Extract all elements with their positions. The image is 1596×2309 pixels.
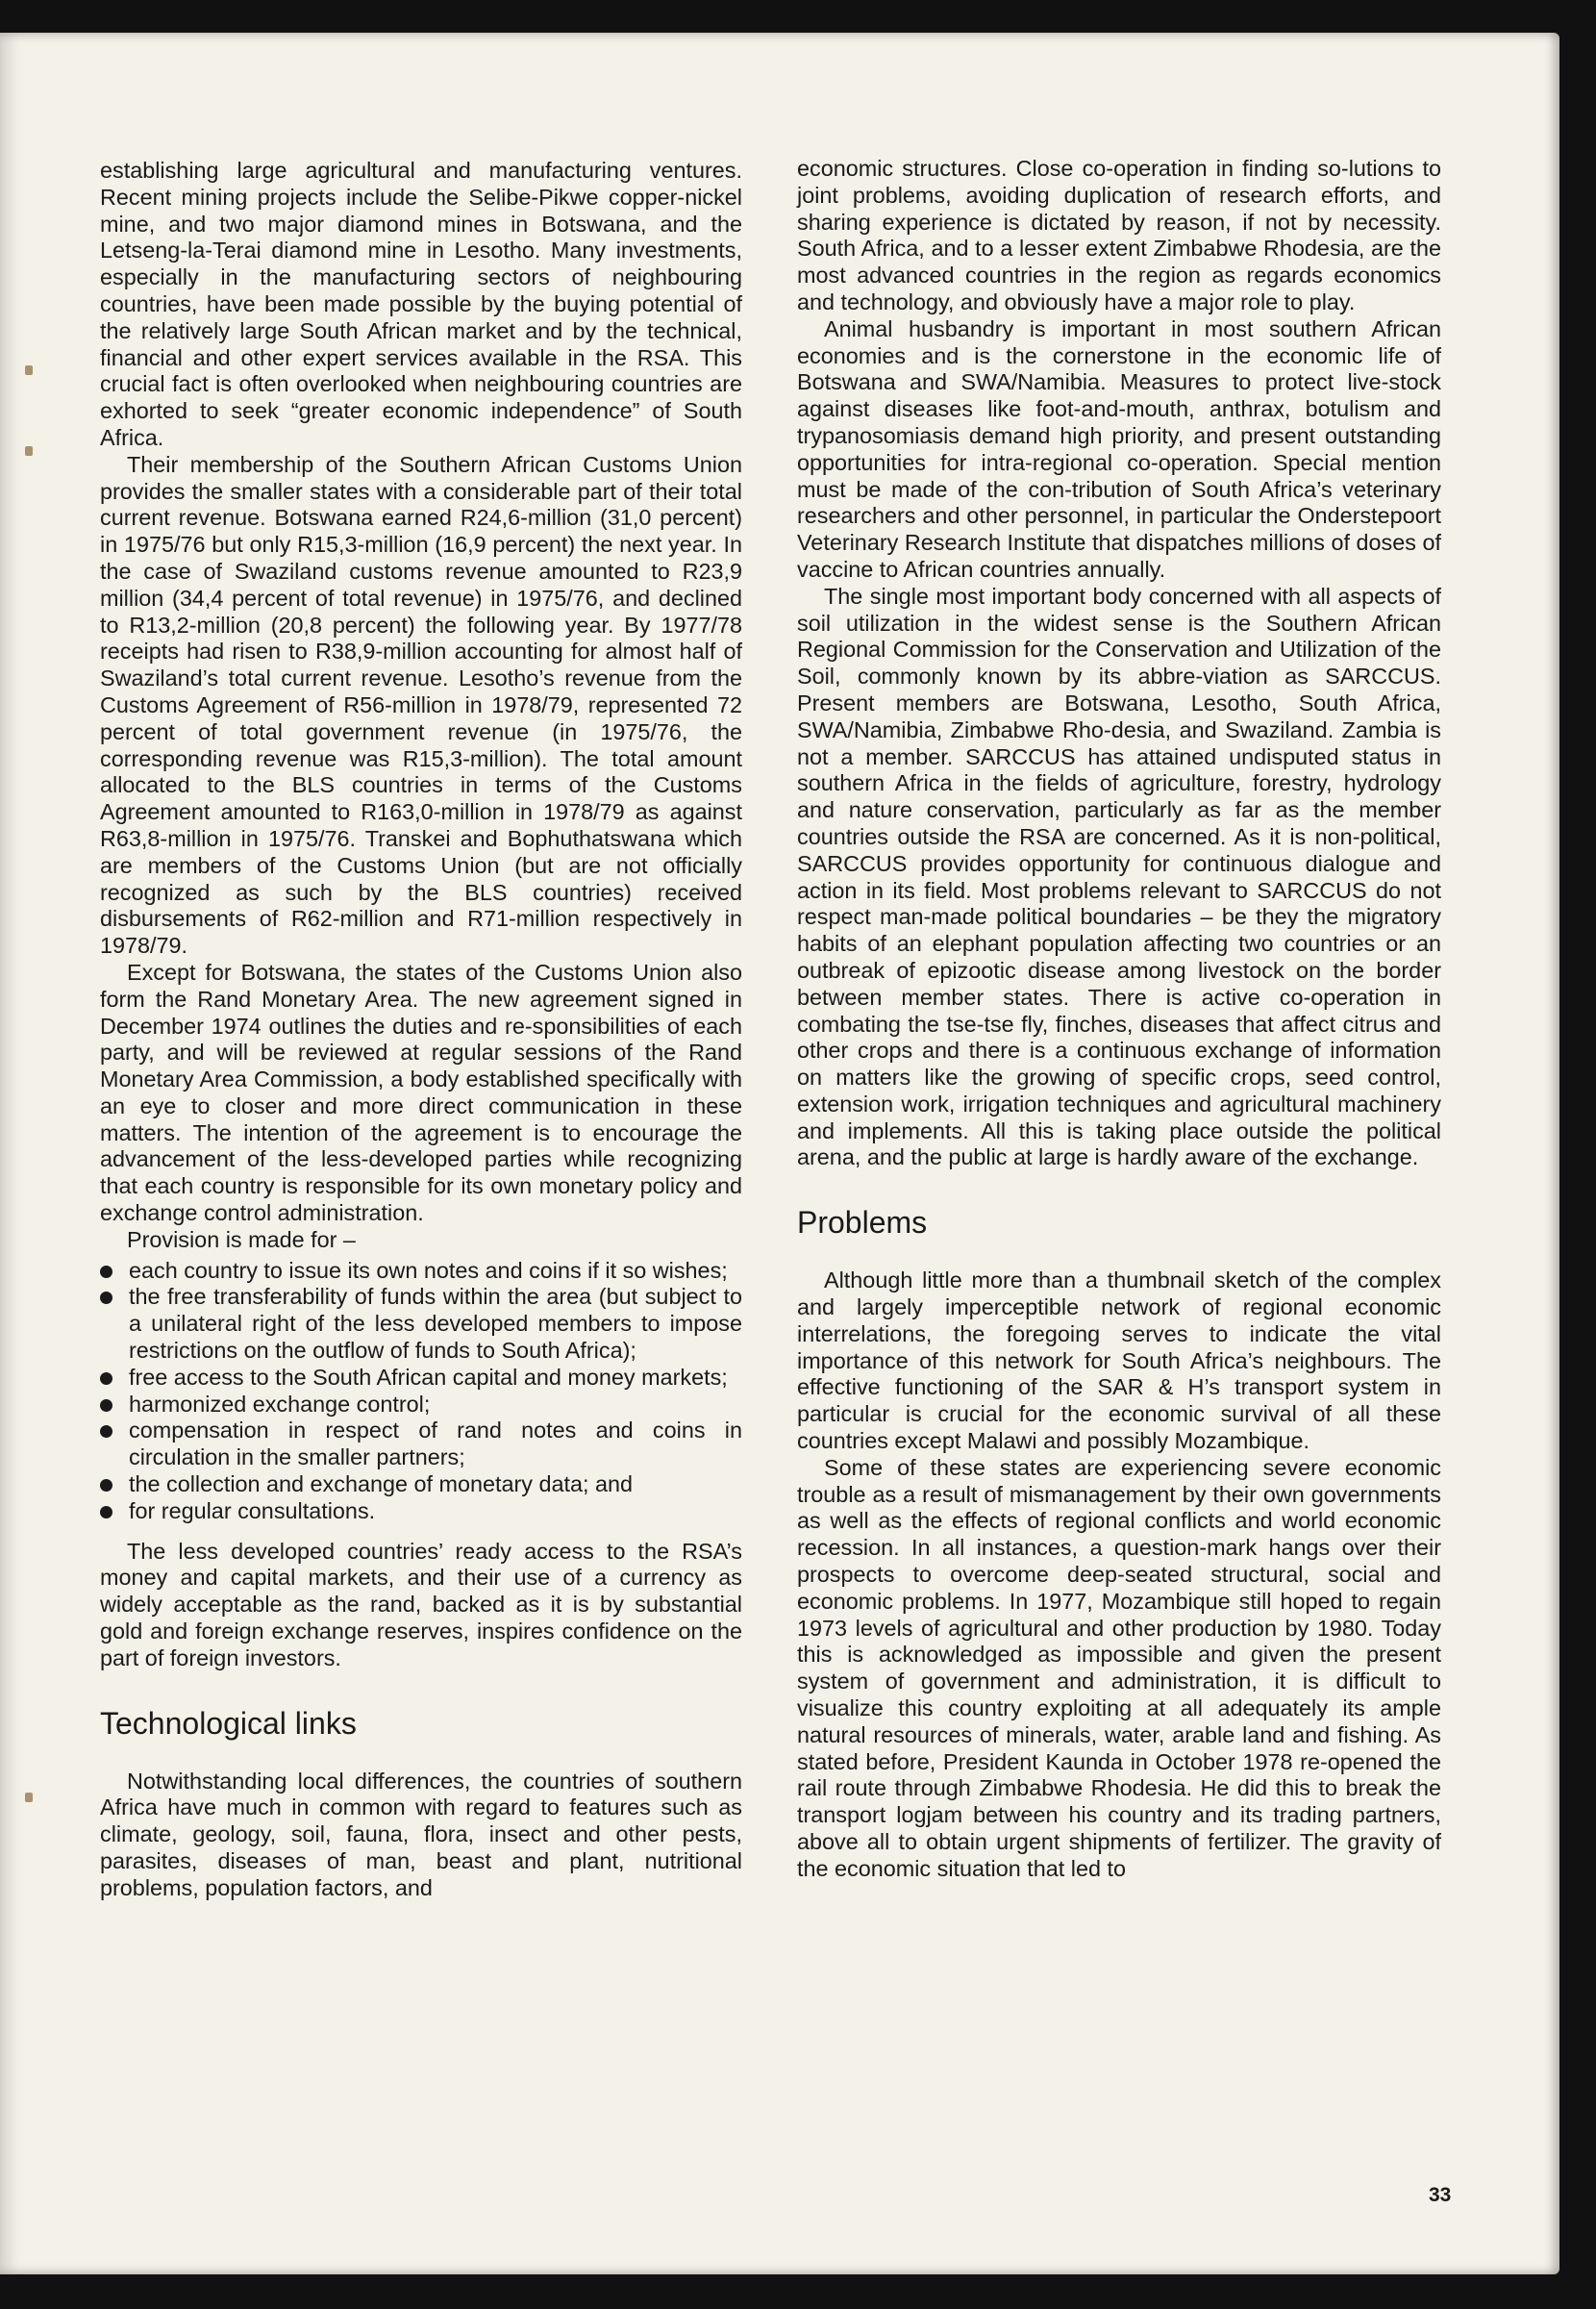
- list-item: [100, 1471, 742, 1498]
- list-item-text: the free transferability of funds within the area (but subject to a unilateral right of the less developed members to impose restrictions on the outflow of funds to South Africa);: [129, 1284, 742, 1364]
- list-item-text: free access to the South African capital and money markets;: [129, 1364, 728, 1390]
- page-number: 33: [1429, 2184, 1452, 2206]
- paragraph: Animal husbandry is important in most southern African economies and is the cornerstone in the economic life of Botswana and SWA/Namibia. Measures to protect live-stock against diseases like foot-and-mouth, anthrax, botulism and trypanosomiasis demand high priority, and present outstanding opportunities for intra-regional co-operation. Special mention must be made of the con-tribution of South Africa’s veterinary researchers and other personnel, in particular the Onderstepoort Veterinary Research Institute that dispatches millions of doses of vaccine to African countries annually.: [797, 315, 1441, 582]
- bullet-icon: [100, 1479, 112, 1492]
- list-item-text: compensation in respect of rand notes and coins in circulation in the smaller partners;: [129, 1418, 742, 1470]
- bullet-icon: [100, 1292, 112, 1304]
- list-item: [100, 1392, 742, 1418]
- list-item-text: harmonized exchange control;: [129, 1391, 431, 1417]
- bullet-icon: [100, 1372, 112, 1385]
- bullet-icon: [100, 1425, 112, 1438]
- binding-mark: [25, 1793, 33, 1802]
- bullet-icon: [100, 1506, 112, 1518]
- paragraph: economic structures. Close co-operation in finding so-lutions to joint problems, avoiding duplication of research efforts, and sharing experience is dictated by reason, if not by necessity. South Africa, and to a lesser extent Zimbabwe Rhodesia, are the most advanced countries in the region as regards economics and technology, and obviously have a major role to play.: [797, 156, 1441, 314]
- paragraph: Except for Botswana, the states of the Customs Union also form the Rand Monetary Area. The new agreement signed in December 1974 outlines the duties and re-sponsibilities of each party, and will be reviewed at regular sessions of the Rand Monetary Area Commission, a body established specifically with an eye to closer and more direct communication in these matters. The intention of the agreement is to encourage the advancement of the less-developed parties while recognizing that each country is responsible for its own monetary policy and exchange control administration.: [100, 959, 742, 1226]
- left-column: [100, 158, 742, 1902]
- list-item: [100, 1418, 742, 1471]
- bullet-icon: [100, 1266, 112, 1278]
- list-item-text: the collection and exchange of monetary data; and: [129, 1471, 634, 1497]
- paragraph: Some of these states are experiencing severe economic trouble as a result of mismanagement by their own governments as well as the effects of regional conflicts and world economic recession. In all instances, a question-mark hangs over their prospects to overcome deep-seated structural, social and economic problems. In 1977, Mozambique still hoped to regain 1973 levels of agricultural and other production by 1980. Today this is acknowledged as impossible and given the present system of government and administration, it is difficult to visualize this country exploiting at all adequately its ample natural resources of minerals, water, arable land and fishing. As stated before, President Kaunda in October 1978 re-opened the rail route through Zimbabwe Rhodesia. He did this to break the transport logjam between his country and its trading partners, above all to obtain urgent shipments of fertilizer. The gravity of the economic situation that led to: [797, 1454, 1441, 1881]
- paragraph: establishing large agricultural and manufacturing ventures. Recent mining projects include the Selibe-Pikwe copper-nickel mine, and two major diamond mines in Botswana, and the Letseng-la-Terai diamond mine in Lesotho. Many investments, especially in the manufacturing sectors of neighbouring countries, have been made possible by the buying potential of the relatively large South African market and by the technical, financial and other expert services available in the RSA. This crucial fact is often overlooked when neighbouring countries are exhorted to seek “greater economic independence” of South Africa.: [100, 158, 742, 450]
- list-item: [100, 1365, 742, 1392]
- paragraph: The single most important body concerned with all aspects of soil utilization in the widest sense is the Southern African Regional Commission for the Conservation and Utilization of the Soil, commonly known by its abbre-viation as SARCCUS. Present members are Botswana, Lesotho, South Africa, SWA/Namibia, Zimbabwe Rho-desia, and Swaziland. Zambia is not a member. SARCCUS has attained undisputed status in southern Africa in the fields of agriculture, forestry, hydrology and nature conservation, particularly as far as the member countries outside the RSA are concerned. As it is non-political, SARCCUS provides opportunity for continuous dialogue and action in its field. Most problems relevant to SARCCUS do not respect man-made political boundaries – be they the migratory habits of an elephant population affecting two countries or an outbreak of epizootic disease among livestock on the border between member states. There is active co-operation in combating the tse-tse fly, finches, diseases that affect citrus and other crops and there is a continuous exchange of information on matters like the growing of specific crops, seed control, extension work, irrigation techniques and agricultural machinery and implements. All this is taking place outside the political arena, and the public at large is hardly aware of the exchange.: [797, 583, 1441, 1170]
- list-item: [100, 1498, 742, 1525]
- right-column: [797, 156, 1441, 1883]
- provisions-list: [100, 1258, 742, 1525]
- document-page: [0, 33, 1559, 2274]
- bullet-icon: [100, 1399, 112, 1412]
- paragraph: Provision is made for –: [127, 1226, 356, 1252]
- binding-mark: [25, 446, 33, 456]
- list-item: [100, 1258, 742, 1285]
- binding-mark: [25, 365, 33, 375]
- list-item-text: for regular consultations.: [129, 1497, 376, 1523]
- list-item: [100, 1284, 742, 1364]
- paragraph: Notwithstanding local differences, the countries of southern Africa have much in common with regard to features such as climate, geology, soil, fauna, flora, insect and other pests, parasites, diseases of man, beast and plant, nutritional problems, population factors, and: [100, 1768, 742, 1900]
- paragraph: The less developed countries’ ready access to the RSA’s money and capital markets, and their use of a currency as widely acceptable as the rand, backed as it is by substantial gold and foreign exchange reserves, inspires confidence on the part of foreign investors.: [100, 1538, 742, 1670]
- paragraph: Their membership of the Southern African Customs Union provides the smaller states with a considerable part of their total current revenue. Botswana earned R24,6-million (31,0 percent) in 1975/76 but only R15,3-million (16,9 percent) the next year. In the case of Swaziland customs revenue amounted to R23,9 million (34,4 percent of total revenue) in 1975/76, and declined to R13,2-million (20,8 percent) the following year. By 1977/78 receipts had risen to R38,9-million accounting for almost half of Swaziland’s total current revenue. Lesotho’s revenue from the Customs Agreement of R56-million in 1978/79, represented 72 percent of total government revenue (in 1975/76, the corresponding revenue was R15,3-million). The total amount allocated to the BLS countries in terms of the Customs Agreement amounted to R163,0-million in 1978/79 as against R63,8-million in 1975/76. Transkei and Bophuthatswana which are members of the Customs Union (but are not officially recognized as such by the BLS countries) received disbursements of R62-million and R71-million respectively in 1978/79.: [100, 451, 742, 959]
- section-heading-technological-links: Technological links: [100, 1705, 357, 1741]
- paragraph: Although little more than a thumbnail sketch of the complex and largely imperceptible network of regional economic interrelations, the foregoing serves to indicate the vital importance of this network for South Africa’s neighbours. The effective functioning of the SAR & H’s transport system in particular is crucial for the economic survival of all these countries except Malawi and possibly Mozambique.: [797, 1267, 1441, 1454]
- section-heading-problems: Problems: [797, 1205, 928, 1241]
- list-item-text: each country to issue its own notes and coins if it so wishes;: [129, 1257, 728, 1283]
